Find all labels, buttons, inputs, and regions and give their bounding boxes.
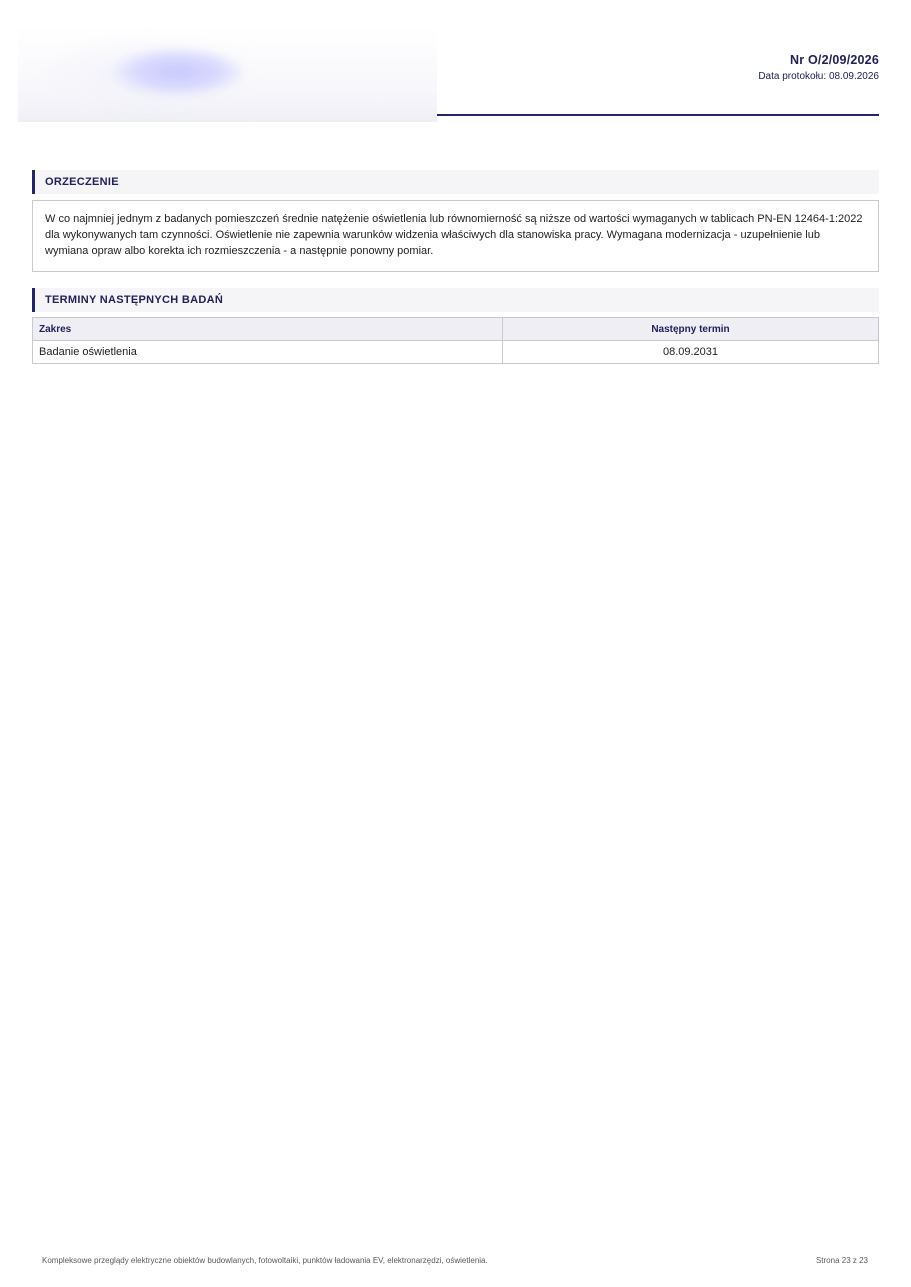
- cell-next-date: 08.09.2031: [503, 341, 879, 364]
- document-date: [758, 71, 879, 82]
- page-header: [18, 20, 879, 122]
- table-row: [33, 341, 879, 364]
- next-tests-table: [32, 317, 879, 364]
- column-header-next-date: Następny termin: [503, 318, 879, 341]
- logo-mark: [113, 48, 243, 96]
- company-logo: [18, 26, 437, 122]
- verdict-text: W co najmniej jednym z badanych pomieszczeń średnie natężenie oświetlenia lub równomierność są niższe od wartości wymaganych w tablicach PN-EN 12464-1:2022 dla wykonywanych tam czynności. Oświetlenie nie zapewnia warunków widzenia właściwych dla stanowiska pracy. Wymagana modernizacja - uzupełnienie lub wymiana opraw albo korekta ich rozmieszczenia - a następnie ponowny pomiar.: [32, 200, 879, 272]
- document-date-value: 08.09.2026: [828, 71, 879, 82]
- document-meta: [758, 53, 879, 82]
- cell-scope: Badanie oświetlenia: [33, 341, 503, 364]
- document-number: Nr O/2/09/2026: [790, 53, 879, 67]
- header-divider: [437, 114, 879, 116]
- page-number: Strona 23 z 23: [815, 1256, 868, 1265]
- footer-description: Kompleksowe przeglądy elektryczne obiektów budowlanych, fotowoltaiki, punktów ładowania EV, elektronarzędzi, oświetlenia.: [42, 1256, 488, 1265]
- document-date-label: Data protokołu:: [758, 71, 827, 82]
- column-header-scope: Zakres: [33, 318, 503, 341]
- next-tests-section-title: TERMINY NASTĘPNYCH BADAŃ: [32, 288, 879, 312]
- verdict-section-title: ORZECZENIE: [32, 170, 879, 194]
- table-header-row: [33, 318, 879, 341]
